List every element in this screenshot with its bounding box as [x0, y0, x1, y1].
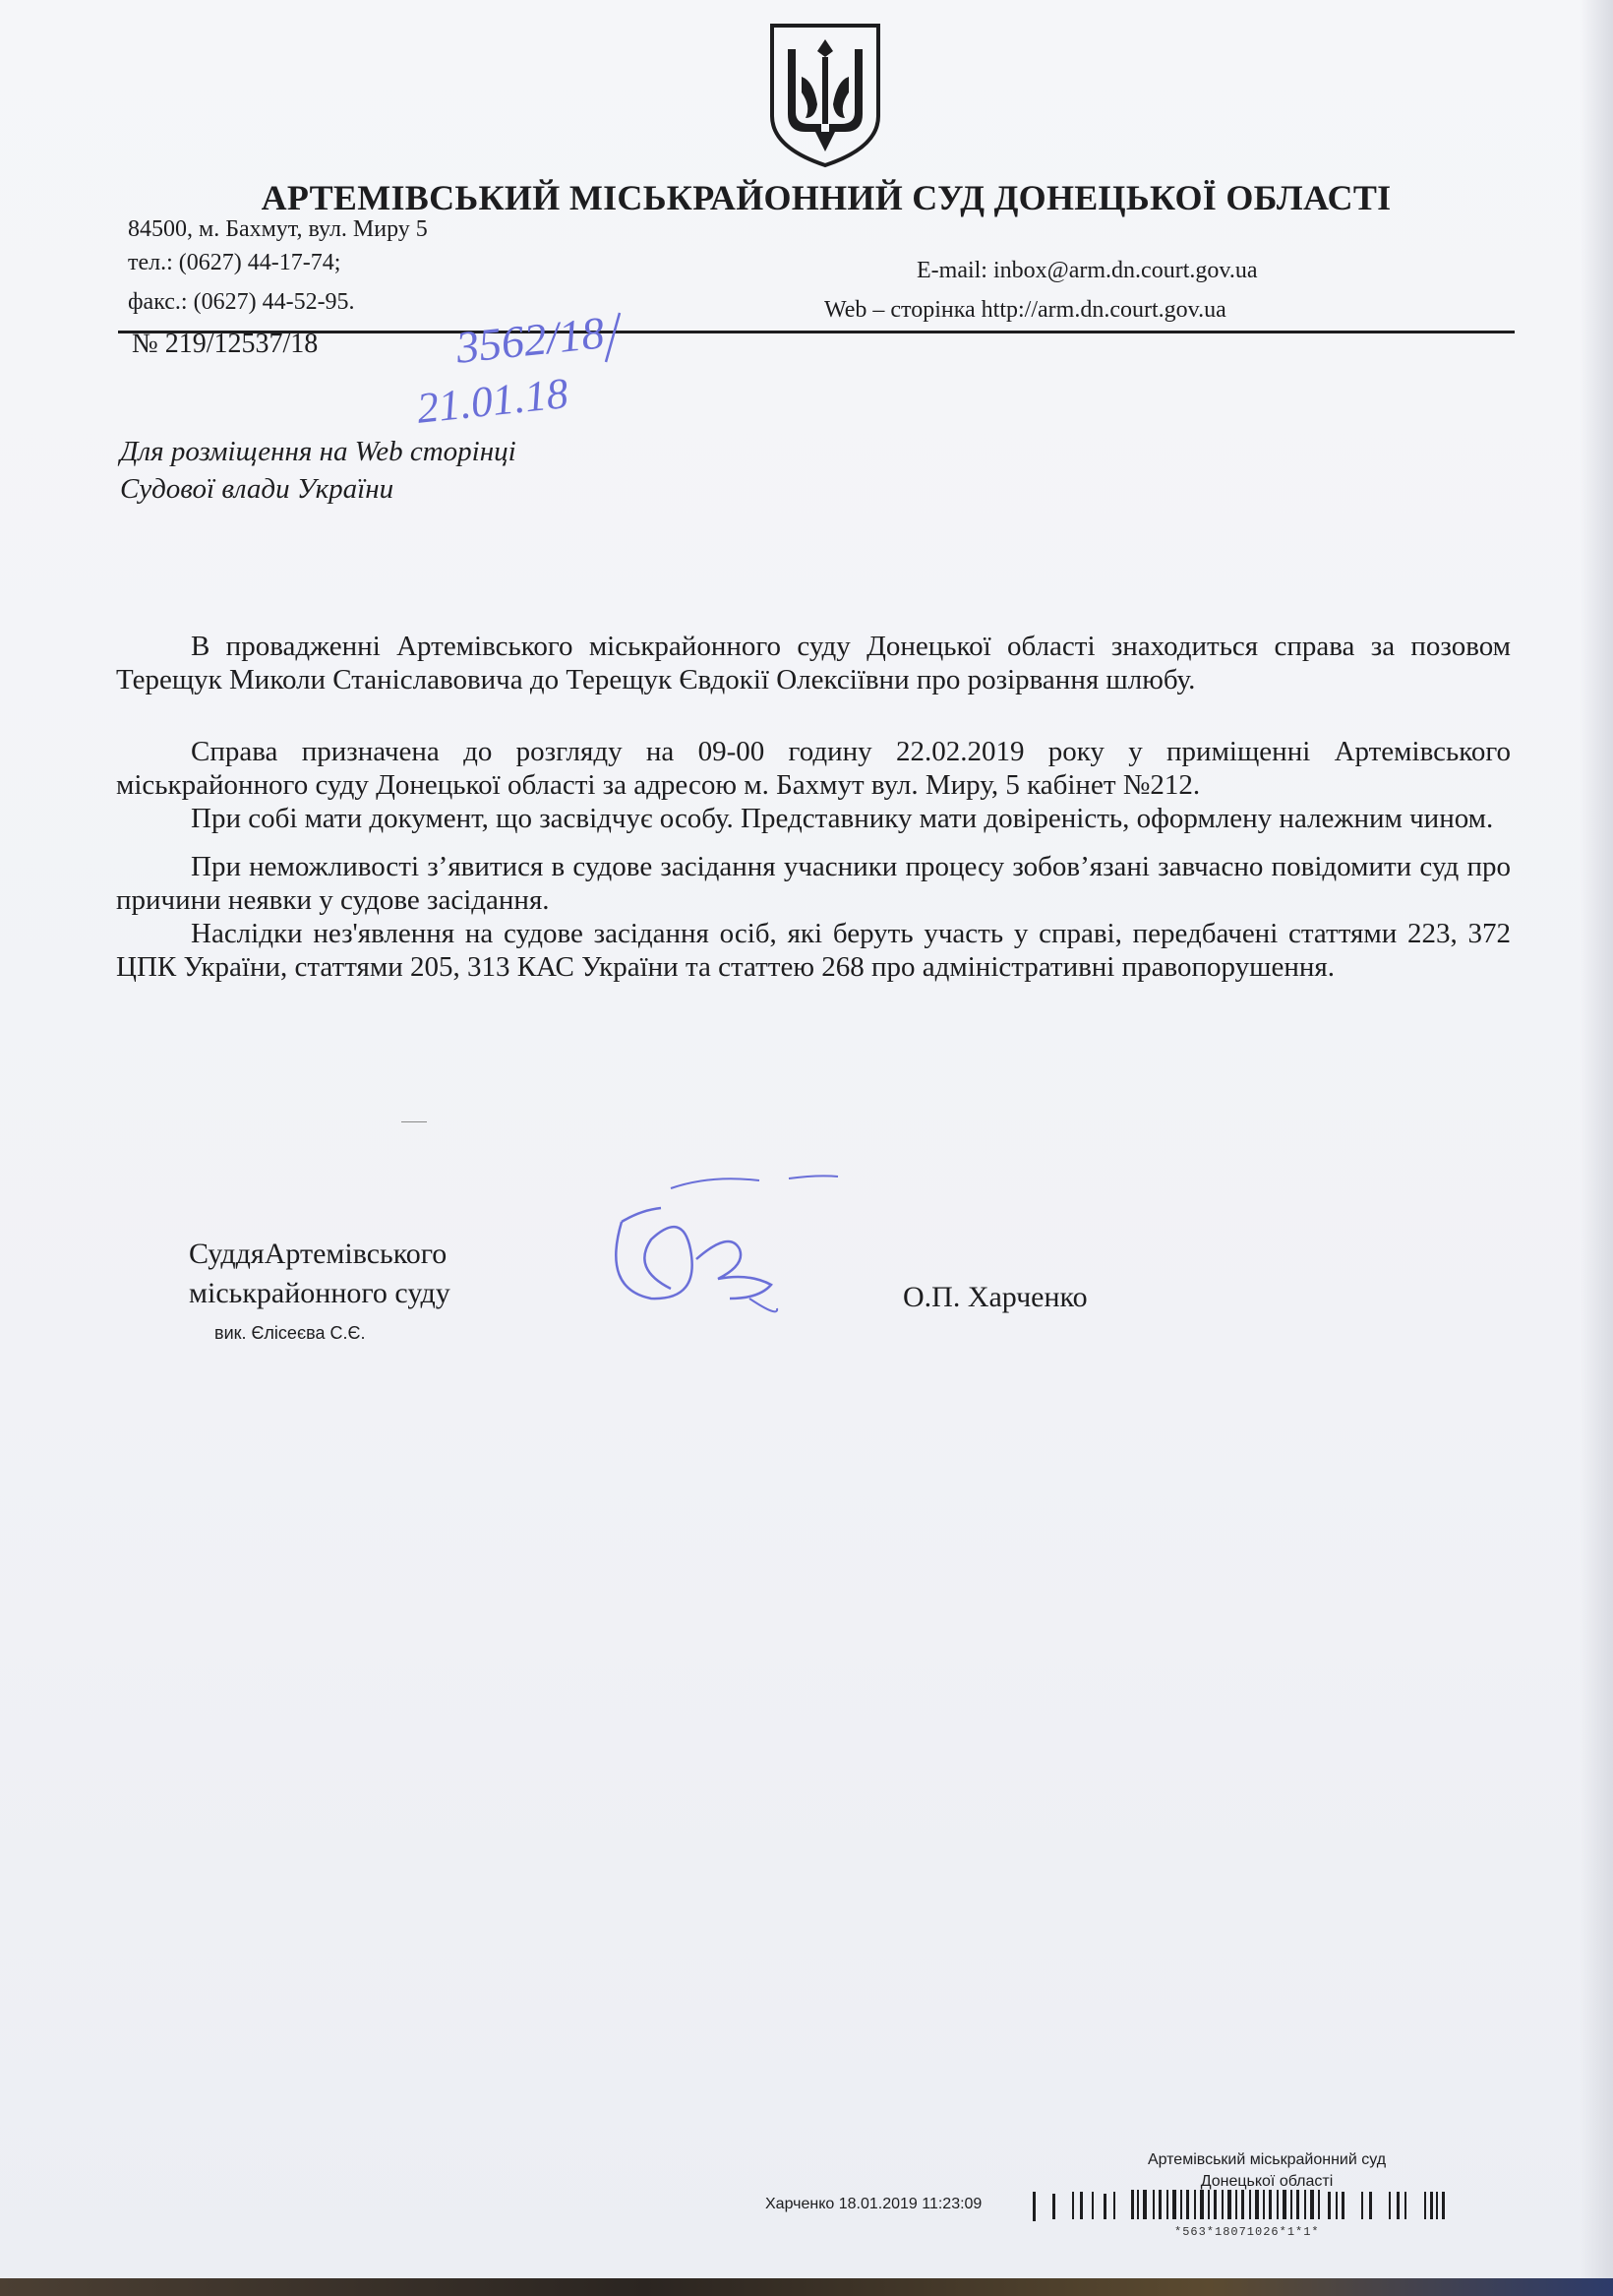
body-paragraph: Справа призначена до розгляду на 09-00 годину 22.02.2019 року у приміщенні Артемівського міськрайонного суду Донецької області за адресою м. Бахмут вул. Миру, 5 кабінет №212.: [116, 736, 1511, 801]
body-paragraph: При неможливості з’явитися в судове засідання учасники процесу зобов’язані завчасно повідомити суд про причини неявки у судове засідання.: [116, 851, 1511, 916]
ukraine-trident-icon: [766, 22, 884, 169]
scan-bottom-edge: [0, 2278, 1613, 2296]
body-paragraph: При собі мати документ, що засвідчує особу. Представнику мати довіреність, оформлену належним чином.: [191, 803, 1494, 834]
court-name-heading: АРТЕМІВСЬКИЙ МІСЬКРАЙОННИЙ СУД ДОНЕЦЬКОЇ ОБЛАСТІ: [261, 178, 1392, 217]
court-website: Web – сторінка http://arm.dn.court.gov.ua: [824, 297, 1226, 323]
barcode-number: *563*18071026*1*1*: [1174, 2225, 1320, 2239]
signer-title-line: міськрайонного суду: [189, 1277, 450, 1309]
case-number: № 219/12537/18: [132, 329, 319, 359]
handwritten-incoming-number: 3562/18: [453, 307, 607, 373]
court-address: 84500, м. Бахмут, вул. Миру 5: [128, 216, 428, 242]
signer-name: О.П. Харченко: [903, 1281, 1088, 1313]
stamp-timestamp: Харченко 18.01.2019 11:23:09: [765, 2196, 983, 2212]
barcode: [1033, 2188, 1495, 2227]
stamp-line: Артемівський міськрайонний суд: [1147, 2151, 1387, 2168]
registry-stamp: [1129, 2149, 1404, 2193]
recipient-block: [120, 433, 516, 508]
header-divider: [118, 331, 1515, 333]
divider-dash: [401, 1121, 427, 1122]
recipient-line: Судової влади України: [120, 473, 394, 505]
signer-title: [189, 1235, 450, 1313]
body-paragraph: В провадженні Артемівського міськрайонного суду Донецької області знаходиться справа за позовом Терещук Миколи Станіславовича до Терещук Євдокії Олексіївни про розірвання шлюбу.: [116, 631, 1511, 695]
scan-edge-shadow: [1580, 0, 1613, 2296]
court-email: E-mail: inbox@arm.dn.court.gov.ua: [917, 258, 1258, 283]
handwritten-signature: [602, 1171, 858, 1338]
handwritten-registration-note: [374, 305, 688, 433]
notice-body: [116, 630, 1511, 984]
court-phone: тел.: (0627) 44-17-74;: [128, 250, 341, 275]
executor-note: вик. Єлісеєва С.Є.: [214, 1323, 366, 1343]
recipient-line: Для розміщення на Web сторінці: [120, 436, 516, 467]
stamp-line: Донецької області: [1200, 2173, 1334, 2190]
body-paragraph: Наслідки нез'явлення на судове засідання осіб, які беруть участь у справі, передбачені статтями 223, 372 ЦПК України, статтями 205, 313 КАС України та статтею 268 про адміністративні правопорушення.: [116, 918, 1511, 983]
signer-title-line: СуддяАртемівського: [189, 1238, 448, 1270]
court-fax: факс.: (0627) 44-52-95.: [128, 289, 355, 315]
handwritten-incoming-date: 21.01.18: [414, 368, 570, 433]
